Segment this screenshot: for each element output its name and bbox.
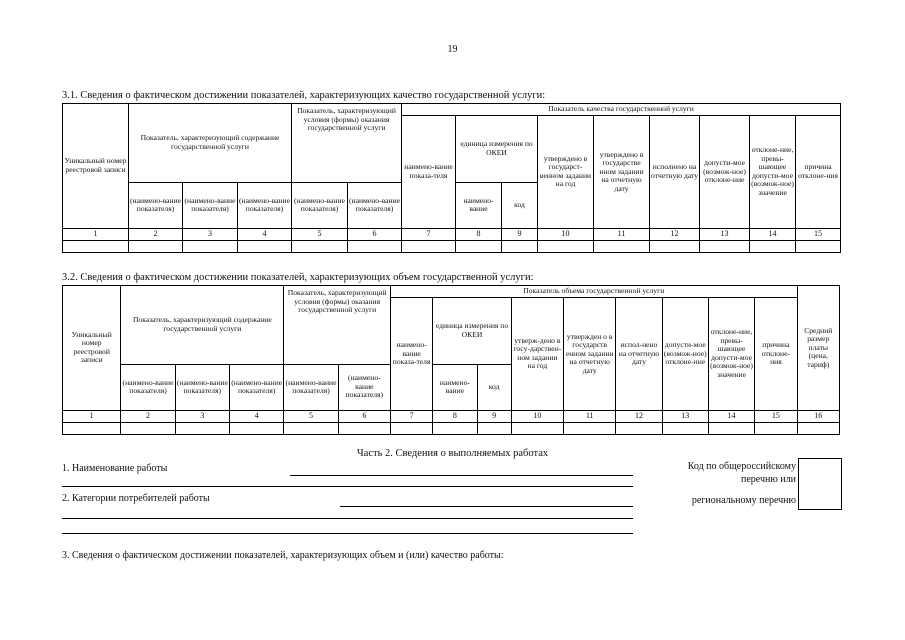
empty-cell	[292, 240, 348, 252]
empty-cell	[797, 422, 839, 434]
quality-indicators-table	[62, 103, 841, 253]
column-number: 15	[796, 228, 841, 240]
column-number: 8	[433, 410, 477, 422]
empty-cell	[616, 422, 662, 434]
empty-cell	[348, 240, 402, 252]
empty-cell	[477, 422, 511, 434]
subheader-name: (наимено-вание показателя)	[348, 182, 402, 228]
subheader-name: (наимено-вание показателя)	[238, 182, 292, 228]
consumers-line	[340, 506, 633, 507]
header-excess-deviation: отклоне-ние, превы-шающее допусти-мое (возмож-ное) значение	[750, 116, 796, 229]
work-name-line-2	[62, 486, 633, 487]
header-content-indicator: Показатель, характеризующий содержание государственной услуги	[129, 104, 292, 183]
header-executed: исполнено на отчетную дату	[650, 116, 700, 229]
subheader-name: (наимено-вание показателя)	[183, 182, 238, 228]
column-number: 12	[650, 228, 700, 240]
code-label-line-3: региональному перечню	[691, 495, 796, 506]
header-quality-indicator: Показатель качества государственной услуги	[402, 104, 841, 116]
empty-cell	[230, 422, 284, 434]
empty-cell	[594, 240, 650, 252]
empty-cell	[284, 422, 338, 434]
column-number: 3	[175, 410, 229, 422]
column-number: 15	[755, 410, 797, 422]
header-registry-number: Уникальный номер реестровой записи	[63, 104, 129, 229]
subheader-name: (наимено-вание показателя)	[338, 364, 390, 410]
subheader-name: (наимено-вание показателя)	[230, 364, 284, 410]
column-number: 6	[348, 228, 402, 240]
column-number: 10	[511, 410, 563, 422]
column-number: 16	[797, 410, 839, 422]
header-deviation-reason: причина отклоне-ния	[796, 116, 841, 229]
column-number: 6	[338, 410, 390, 422]
header-indicator-name: наимено-вание показа-теля	[402, 116, 456, 229]
subheader-name: (наимено-вание показателя)	[284, 364, 338, 410]
column-number: 11	[564, 410, 616, 422]
empty-cell	[650, 240, 700, 252]
work-name-line	[290, 475, 633, 476]
subheader-name: (наимено-вание показателя)	[129, 182, 183, 228]
header-content-indicator: Показатель, характеризующий содержание государственной услуги	[121, 286, 284, 365]
column-number: 8	[456, 228, 502, 240]
column-number: 7	[391, 410, 433, 422]
header-excess-deviation: отклоне-ние, превы-шающее допусти-мое (возмож-ное) значение	[708, 298, 754, 411]
header-volume-indicator: Показатель объема государственной услуги	[391, 286, 798, 298]
header-unit-code: код	[477, 364, 511, 410]
column-number: 5	[292, 228, 348, 240]
column-number: 2	[129, 228, 183, 240]
subheader-name: (наимено-вание показателя)	[175, 364, 229, 410]
column-number: 5	[284, 410, 338, 422]
code-label	[640, 461, 796, 486]
code-label-line-1: Код по общероссийскому	[687, 461, 796, 472]
column-number: 2	[121, 410, 175, 422]
column-number: 9	[477, 410, 511, 422]
section-3-work-title: 3. Сведения о фактическом достижении показателей, характеризующих объем и (или) качество работы:	[62, 550, 504, 561]
header-deviation-reason: причина отклоне-ния	[755, 298, 797, 411]
empty-cell	[564, 422, 616, 434]
empty-cell	[433, 422, 477, 434]
section-3-2-title: 3.2. Сведения о фактическом достижении показателей, характеризующих объем государственной услуги:	[62, 272, 534, 283]
empty-cell	[338, 422, 390, 434]
code-box	[798, 458, 842, 510]
empty-cell	[63, 422, 121, 434]
consumers-line-3	[62, 533, 633, 534]
header-approved-year: утверждено в государст-венном задании на год	[538, 116, 594, 229]
empty-cell	[796, 240, 841, 252]
empty-cell	[700, 240, 750, 252]
empty-cell	[63, 240, 129, 252]
column-number: 3	[183, 228, 238, 240]
column-number: 4	[238, 228, 292, 240]
empty-cell	[750, 240, 796, 252]
empty-cell	[538, 240, 594, 252]
empty-cell	[129, 240, 183, 252]
empty-cell	[755, 422, 797, 434]
header-indicator-name: наимено-вание показа-теля	[391, 298, 433, 411]
volume-indicators-table	[62, 285, 840, 435]
consumers-label: 2. Категории потребителей работы	[62, 493, 210, 504]
header-unit-okei: единица измерения по ОКЕИ	[456, 116, 538, 182]
empty-cell	[708, 422, 754, 434]
header-approved-year: утверж-дено в госу-дарствен-ном задании на год	[511, 298, 563, 411]
column-number: 13	[662, 410, 708, 422]
column-number: 1	[63, 228, 129, 240]
column-number: 11	[594, 228, 650, 240]
column-number: 14	[750, 228, 796, 240]
empty-cell	[175, 422, 229, 434]
empty-cell	[183, 240, 238, 252]
empty-cell	[502, 240, 538, 252]
header-approved-date: утвержден о в государств енном задании на отчетную дату	[564, 298, 616, 411]
header-unit-name: наимено-вание	[456, 182, 502, 228]
column-number: 7	[402, 228, 456, 240]
work-name-label: 1. Наименование работы	[62, 463, 168, 474]
empty-cell	[391, 422, 433, 434]
header-average-price: Средний размер платы (цена, тариф)	[797, 286, 839, 411]
header-unit-name: наимено-вание	[433, 364, 477, 410]
column-number: 12	[616, 410, 662, 422]
code-label-line-2: перечню или	[740, 473, 796, 485]
header-registry-number: Уникальный номер реестровой записи	[63, 286, 121, 411]
column-number: 4	[230, 410, 284, 422]
empty-cell	[511, 422, 563, 434]
section-3-1-title: 3.1. Сведения о фактическом достижении показателей, характеризующих качество государственной услуги:	[62, 90, 546, 101]
header-conditions-indicator: Показатель, характеризующий условия (формы) оказания государственной услуги	[284, 286, 391, 365]
header-allowed-deviation: допусти-мое (возмож-ное) отклоне-ние	[700, 116, 750, 229]
subheader-name: (наимено-вание показателя)	[292, 182, 348, 228]
empty-cell	[402, 240, 456, 252]
empty-cell	[456, 240, 502, 252]
header-conditions-indicator: Показатель, характеризующий условия (формы) оказания государственной услуги	[292, 104, 402, 183]
column-number: 13	[700, 228, 750, 240]
column-number: 9	[502, 228, 538, 240]
column-number: 10	[538, 228, 594, 240]
subheader-name: (наимено-вание показателя)	[121, 364, 175, 410]
header-approved-date: утверждено в государстве нном задании на отчетную дату	[594, 116, 650, 229]
page-number: 19	[447, 44, 458, 55]
empty-cell	[238, 240, 292, 252]
column-number: 14	[708, 410, 754, 422]
consumers-line-2	[62, 518, 633, 519]
header-allowed-deviation: допусти-мое (возмож-ное) отклоне-ние	[662, 298, 708, 411]
header-unit-okei: единица измерения по ОКЕИ	[433, 298, 511, 364]
column-number: 1	[63, 410, 121, 422]
header-unit-code: код	[502, 182, 538, 228]
empty-cell	[121, 422, 175, 434]
header-executed: испол-нено на отчетную дату	[616, 298, 662, 411]
part-2-title: Часть 2. Сведения о выполняемых работах	[356, 448, 549, 459]
empty-cell	[662, 422, 708, 434]
